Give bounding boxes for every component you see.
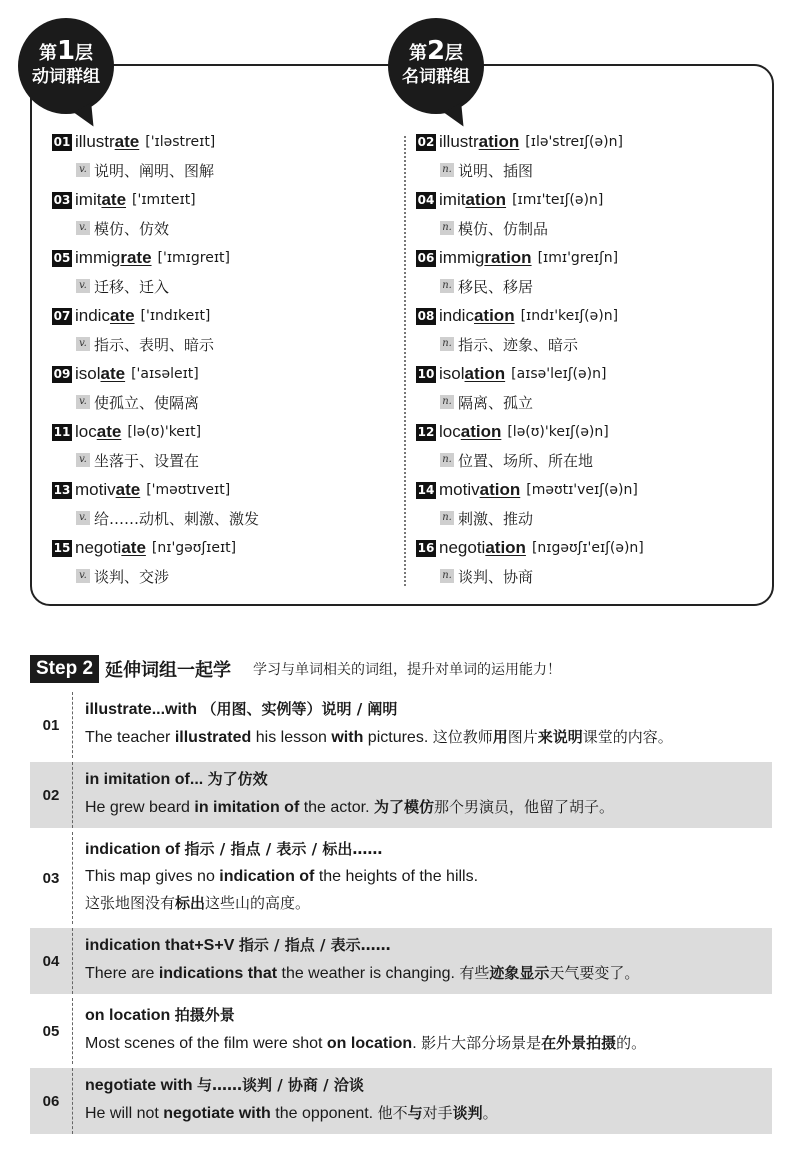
phrase-meaning: 指示 / 指点 / 表示…… xyxy=(238,936,391,954)
word-stem: imit xyxy=(439,190,466,209)
word-stem: loc xyxy=(75,422,97,441)
entry-number: 03 xyxy=(53,192,71,207)
headword xyxy=(439,538,526,558)
meaning: 刺激、推动 xyxy=(458,509,534,528)
word-line xyxy=(52,302,382,330)
phonetic: [ɪndɪ'keɪʃ(ə)n] xyxy=(520,308,619,324)
sentence-text: This map gives no xyxy=(85,868,220,885)
verb-entry xyxy=(52,418,382,476)
entry-number: 15 xyxy=(53,540,71,555)
meaning: 使孤立、使隔离 xyxy=(94,393,200,412)
phrase-number: 01 xyxy=(42,716,60,734)
keyword: 来说明 xyxy=(537,728,583,746)
entry-number: 10 xyxy=(417,366,435,381)
meaning: 指示、表明、暗示 xyxy=(94,335,215,354)
meaning: 迁移、迁入 xyxy=(94,277,170,296)
phrase-number: 06 xyxy=(42,1092,60,1110)
sentence-text: the opponent. xyxy=(270,1105,378,1122)
entry-number: 08 xyxy=(417,308,435,323)
sentence-text: 影片大部分场景是 xyxy=(421,1034,542,1052)
phrase-text: in imitation of... xyxy=(85,771,208,788)
meaning: 模仿、仿制品 xyxy=(458,219,549,238)
sentence-text: 他不 xyxy=(377,1104,408,1122)
keyword: indication of xyxy=(219,868,315,885)
word-stem: indic xyxy=(439,306,474,325)
phrase-row xyxy=(30,928,772,994)
headword xyxy=(75,132,139,152)
keyword: 标出 xyxy=(175,894,206,912)
part-of-speech-badge: n. xyxy=(440,163,454,177)
meaning-line xyxy=(52,156,382,184)
headword xyxy=(75,480,140,500)
phrase-body xyxy=(72,832,772,924)
meaning-line xyxy=(52,388,382,416)
keyword: 用 xyxy=(492,728,508,746)
keyword: 谈判 xyxy=(452,1104,483,1122)
phrase-row xyxy=(30,832,772,924)
word-stem: indic xyxy=(75,306,110,325)
part-of-speech-badge: v. xyxy=(76,453,90,467)
meaning-line xyxy=(416,214,746,242)
headword xyxy=(75,190,126,210)
phrase-number: 03 xyxy=(42,869,60,887)
phrase-list xyxy=(30,692,772,1138)
entry-number: 01 xyxy=(53,134,71,149)
phrase-title xyxy=(85,694,772,724)
noun-entry xyxy=(416,302,746,360)
example-sentence xyxy=(85,960,772,987)
meaning: 说明、阐明、图解 xyxy=(94,161,215,180)
word-line xyxy=(416,476,746,504)
entry-number: 06 xyxy=(417,250,435,265)
meaning: 移民、移居 xyxy=(458,277,534,296)
phonetic: [ɪmɪ'teɪʃ(ə)n] xyxy=(512,192,604,208)
phonetic: ['ɪləstreɪt] xyxy=(145,134,216,150)
word-suffix: ate xyxy=(96,422,122,441)
headword xyxy=(75,364,125,384)
example-sentence xyxy=(85,1030,772,1057)
sentence-text: There are xyxy=(85,965,159,982)
word-suffix: ate xyxy=(121,538,146,557)
vocab-box xyxy=(30,64,774,606)
phrase-meaning: 与……谈判 / 协商 / 洽谈 xyxy=(197,1076,364,1094)
verb-column xyxy=(52,128,382,592)
phonetic: [lə(ʊ)'keɪʃ(ə)n] xyxy=(507,424,609,440)
headword xyxy=(439,248,532,268)
headword xyxy=(75,306,135,326)
meaning-line xyxy=(52,272,382,300)
headword xyxy=(439,190,506,210)
example-sentence xyxy=(85,890,772,917)
headword xyxy=(439,480,520,500)
meaning-line xyxy=(416,156,746,184)
word-stem: illustr xyxy=(75,132,115,151)
phrase-body xyxy=(72,998,772,1064)
word-suffix: ation xyxy=(478,132,520,151)
phonetic: ['ɪmɪgreɪt] xyxy=(157,250,230,266)
entry-number: 04 xyxy=(417,192,435,207)
keyword: 与 xyxy=(407,1104,423,1122)
phrase-row xyxy=(30,998,772,1064)
word-suffix: ate xyxy=(100,364,126,383)
phonetic: [lə(ʊ)'keɪt] xyxy=(127,424,202,440)
keyword: negotiate with xyxy=(163,1105,271,1122)
entry-number: 13 xyxy=(53,482,71,497)
phonetic: [aɪsə'leɪʃ(ə)n] xyxy=(511,366,607,382)
noun-entry xyxy=(416,186,746,244)
layer-1-title: 动词群组 xyxy=(32,67,100,87)
word-line xyxy=(52,186,382,214)
word-line xyxy=(52,418,382,446)
sentence-text: 这位教师 xyxy=(432,728,493,746)
word-stem: illustr xyxy=(439,132,479,151)
word-suffix: ate xyxy=(115,480,141,499)
sentence-text: 这些山的高度。 xyxy=(205,894,311,912)
sentence-text: 有些 xyxy=(459,964,490,982)
part-of-speech-badge: n. xyxy=(440,221,454,235)
part-of-speech-badge: n. xyxy=(440,569,454,583)
sentence-text: 那个男演员，他留了胡子。 xyxy=(434,798,615,816)
noun-entry xyxy=(416,476,746,534)
verb-entry xyxy=(52,476,382,534)
keyword: 为了模仿 xyxy=(373,798,434,816)
keyword: indications that xyxy=(158,965,278,982)
meaning-line xyxy=(52,214,382,242)
word-line xyxy=(416,534,746,562)
column-divider xyxy=(404,136,406,586)
word-suffix: ate xyxy=(114,132,140,151)
word-stem: immig xyxy=(439,248,485,267)
part-of-speech-badge: v. xyxy=(76,279,90,293)
sentence-text: 。 xyxy=(482,1104,498,1122)
word-line xyxy=(416,360,746,388)
sentence-text: the weather is changing. xyxy=(277,965,460,982)
verb-entry xyxy=(52,534,382,592)
sentence-text: 这张地图没有 xyxy=(85,894,176,912)
noun-entry xyxy=(416,244,746,302)
part-of-speech-badge: v. xyxy=(76,221,90,235)
entry-number: 12 xyxy=(417,424,435,439)
phrase-meaning: （用图、实例等）说明 / 阐明 xyxy=(201,700,398,718)
phrase-text: indication that+S+V xyxy=(85,937,239,954)
part-of-speech-badge: n. xyxy=(440,337,454,351)
word-stem: motiv xyxy=(75,480,116,499)
word-line xyxy=(416,186,746,214)
phrase-text: negotiate with xyxy=(85,1077,197,1094)
meaning-line xyxy=(416,446,746,474)
verb-entry xyxy=(52,186,382,244)
word-line xyxy=(416,244,746,272)
phrase-title xyxy=(85,834,772,864)
entry-number: 16 xyxy=(417,540,435,555)
word-line xyxy=(416,302,746,330)
entry-number: 07 xyxy=(53,308,71,323)
sentence-text: He grew beard xyxy=(85,799,195,816)
noun-entry xyxy=(416,360,746,418)
word-suffix: ation xyxy=(460,422,502,441)
noun-entry xyxy=(416,418,746,476)
word-suffix: ation xyxy=(465,190,507,209)
word-suffix: ate xyxy=(101,190,127,209)
entry-number: 02 xyxy=(417,134,435,149)
phrase-title xyxy=(85,1000,772,1030)
layer-2-title: 名词群组 xyxy=(402,67,470,87)
phrase-number: 05 xyxy=(42,1022,60,1040)
entry-number: 09 xyxy=(53,366,71,381)
phrase-row xyxy=(30,1068,772,1134)
meaning: 指示、迹象、暗示 xyxy=(458,335,579,354)
meaning-line xyxy=(416,504,746,532)
part-of-speech-badge: v. xyxy=(76,337,90,351)
verb-entry xyxy=(52,360,382,418)
layer-1-number: 1 xyxy=(56,36,76,66)
phonetic: [nɪ'gəʊʃɪeɪt] xyxy=(151,540,237,556)
phrase-number: 04 xyxy=(42,952,60,970)
layer-2-number: 2 xyxy=(426,36,446,66)
word-stem: immig xyxy=(75,248,121,267)
layer-2-badge: 第2层 名词群组 xyxy=(388,18,484,114)
word-suffix: rate xyxy=(120,248,152,267)
word-suffix: ation xyxy=(485,538,526,557)
phrase-body xyxy=(72,692,772,758)
meaning: 说明、插图 xyxy=(458,161,534,180)
noun-entry xyxy=(416,128,746,186)
headword xyxy=(439,306,515,326)
phonetic: ['ɪmɪteɪt] xyxy=(132,192,196,208)
word-line xyxy=(52,244,382,272)
phrase-title xyxy=(85,764,772,794)
phrase-row xyxy=(30,762,772,828)
sentence-text: The teacher xyxy=(85,729,175,746)
headword xyxy=(439,422,501,442)
verb-entry xyxy=(52,302,382,360)
keyword: 迹象显示 xyxy=(489,964,550,982)
meaning-line xyxy=(416,388,746,416)
phrase-body xyxy=(72,928,772,994)
part-of-speech-badge: v. xyxy=(76,395,90,409)
headword xyxy=(75,422,121,442)
layer-1-badge: 第1层 动词群组 xyxy=(18,18,114,114)
entry-number: 05 xyxy=(53,250,71,265)
meaning-line xyxy=(52,446,382,474)
sentence-text: pictures. xyxy=(363,729,433,746)
headword xyxy=(75,248,152,268)
part-of-speech-badge: v. xyxy=(76,163,90,177)
meaning: 谈判、协商 xyxy=(458,567,534,586)
sentence-text: the actor. xyxy=(299,799,374,816)
word-suffix: ate xyxy=(109,306,135,325)
phonetic: [nɪgəʊʃɪ'eɪʃ(ə)n] xyxy=(531,540,644,556)
example-sentence xyxy=(85,724,772,751)
meaning: 谈判、交涉 xyxy=(94,567,170,586)
word-suffix: ation xyxy=(464,364,506,383)
sentence-text: the heights of the hills. xyxy=(314,868,479,885)
phrase-number: 02 xyxy=(42,786,60,804)
sentence-text: 图片 xyxy=(507,728,538,746)
phonetic: ['aɪsəleɪt] xyxy=(131,366,199,382)
word-stem: isol xyxy=(75,364,101,383)
verb-entry xyxy=(52,128,382,186)
sentence-text: 课堂的内容。 xyxy=(582,728,673,746)
phrase-meaning: 指示 / 指点 / 表示 / 标出…… xyxy=(184,840,383,858)
word-stem: motiv xyxy=(439,480,480,499)
part-of-speech-badge: n. xyxy=(440,453,454,467)
headword xyxy=(439,364,505,384)
meaning-line xyxy=(52,504,382,532)
phrase-body xyxy=(72,762,772,828)
phonetic: [ɪlə'streɪʃ(ə)n] xyxy=(525,134,623,150)
keyword: 在外景拍摄 xyxy=(541,1034,617,1052)
meaning: 隔离、孤立 xyxy=(458,393,534,412)
word-suffix: ation xyxy=(479,480,521,499)
word-suffix: ration xyxy=(484,248,532,267)
keyword: illustrated xyxy=(174,729,252,746)
noun-entry xyxy=(416,534,746,592)
headword xyxy=(439,132,519,152)
meaning: 位置、场所、所在地 xyxy=(458,451,594,470)
verb-entry xyxy=(52,244,382,302)
word-line xyxy=(416,418,746,446)
phonetic: ['ɪndɪkeɪt] xyxy=(140,308,211,324)
phrase-text: indication of xyxy=(85,841,185,858)
part-of-speech-badge: n. xyxy=(440,511,454,525)
phrase-title xyxy=(85,930,772,960)
phonetic: [ɪmɪ'greɪʃn] xyxy=(537,250,619,266)
word-line xyxy=(52,360,382,388)
word-stem: imit xyxy=(75,190,102,209)
phrase-text: illustrate...with xyxy=(85,701,202,718)
word-line xyxy=(416,128,746,156)
word-stem: loc xyxy=(439,422,461,441)
phrase-body xyxy=(72,1068,772,1134)
sentence-text: 的。 xyxy=(616,1034,647,1052)
sentence-text: his lesson xyxy=(251,729,332,746)
part-of-speech-badge: v. xyxy=(76,511,90,525)
sentence-text: He will not xyxy=(85,1105,164,1122)
phrase-meaning: 拍摄外景 xyxy=(174,1006,235,1024)
meaning: 给……动机、刺激、激发 xyxy=(94,509,260,528)
part-of-speech-badge: v. xyxy=(76,569,90,583)
word-line xyxy=(52,476,382,504)
step-description: 学习与单词相关的词组，提升对单词的运用能力！ xyxy=(253,662,562,678)
keyword: in imitation of xyxy=(194,799,300,816)
phrase-text: on location xyxy=(85,1007,175,1024)
step-title: 延伸词组一起学 xyxy=(105,660,232,681)
headword xyxy=(75,538,146,558)
meaning: 坐落于、设置在 xyxy=(94,451,200,470)
sentence-text: Most scenes of the film were shot xyxy=(85,1035,327,1052)
sentence-text: . xyxy=(412,1035,422,1052)
word-line xyxy=(52,534,382,562)
phonetic: [məʊtɪ'veɪʃ(ə)n] xyxy=(526,482,638,498)
phrase-row xyxy=(30,692,772,758)
noun-column xyxy=(416,128,746,592)
phrase-meaning: 为了仿效 xyxy=(207,770,268,788)
word-suffix: ation xyxy=(473,306,515,325)
phrase-title xyxy=(85,1070,772,1100)
step2-header xyxy=(30,652,780,686)
part-of-speech-badge: n. xyxy=(440,279,454,293)
keyword: on location xyxy=(326,1035,413,1052)
meaning: 模仿、仿效 xyxy=(94,219,170,238)
word-stem: isol xyxy=(439,364,465,383)
step-tag: Step 2 xyxy=(30,655,99,683)
entry-number: 11 xyxy=(53,424,71,439)
word-stem: negoti xyxy=(75,538,122,557)
part-of-speech-badge: n. xyxy=(440,395,454,409)
example-sentence xyxy=(85,794,772,821)
meaning-line xyxy=(416,562,746,590)
meaning-line xyxy=(52,330,382,358)
meaning-line xyxy=(52,562,382,590)
meaning-line xyxy=(416,330,746,358)
phonetic: ['məʊtɪveɪt] xyxy=(146,482,231,498)
example-sentence xyxy=(85,1100,772,1127)
sentence-text: 对手 xyxy=(422,1104,453,1122)
word-stem: negoti xyxy=(439,538,486,557)
word-line xyxy=(52,128,382,156)
entry-number: 14 xyxy=(417,482,435,497)
keyword: with xyxy=(331,729,364,746)
example-sentence xyxy=(85,864,772,890)
meaning-line xyxy=(416,272,746,300)
sentence-text: 天气要变了。 xyxy=(549,964,640,982)
